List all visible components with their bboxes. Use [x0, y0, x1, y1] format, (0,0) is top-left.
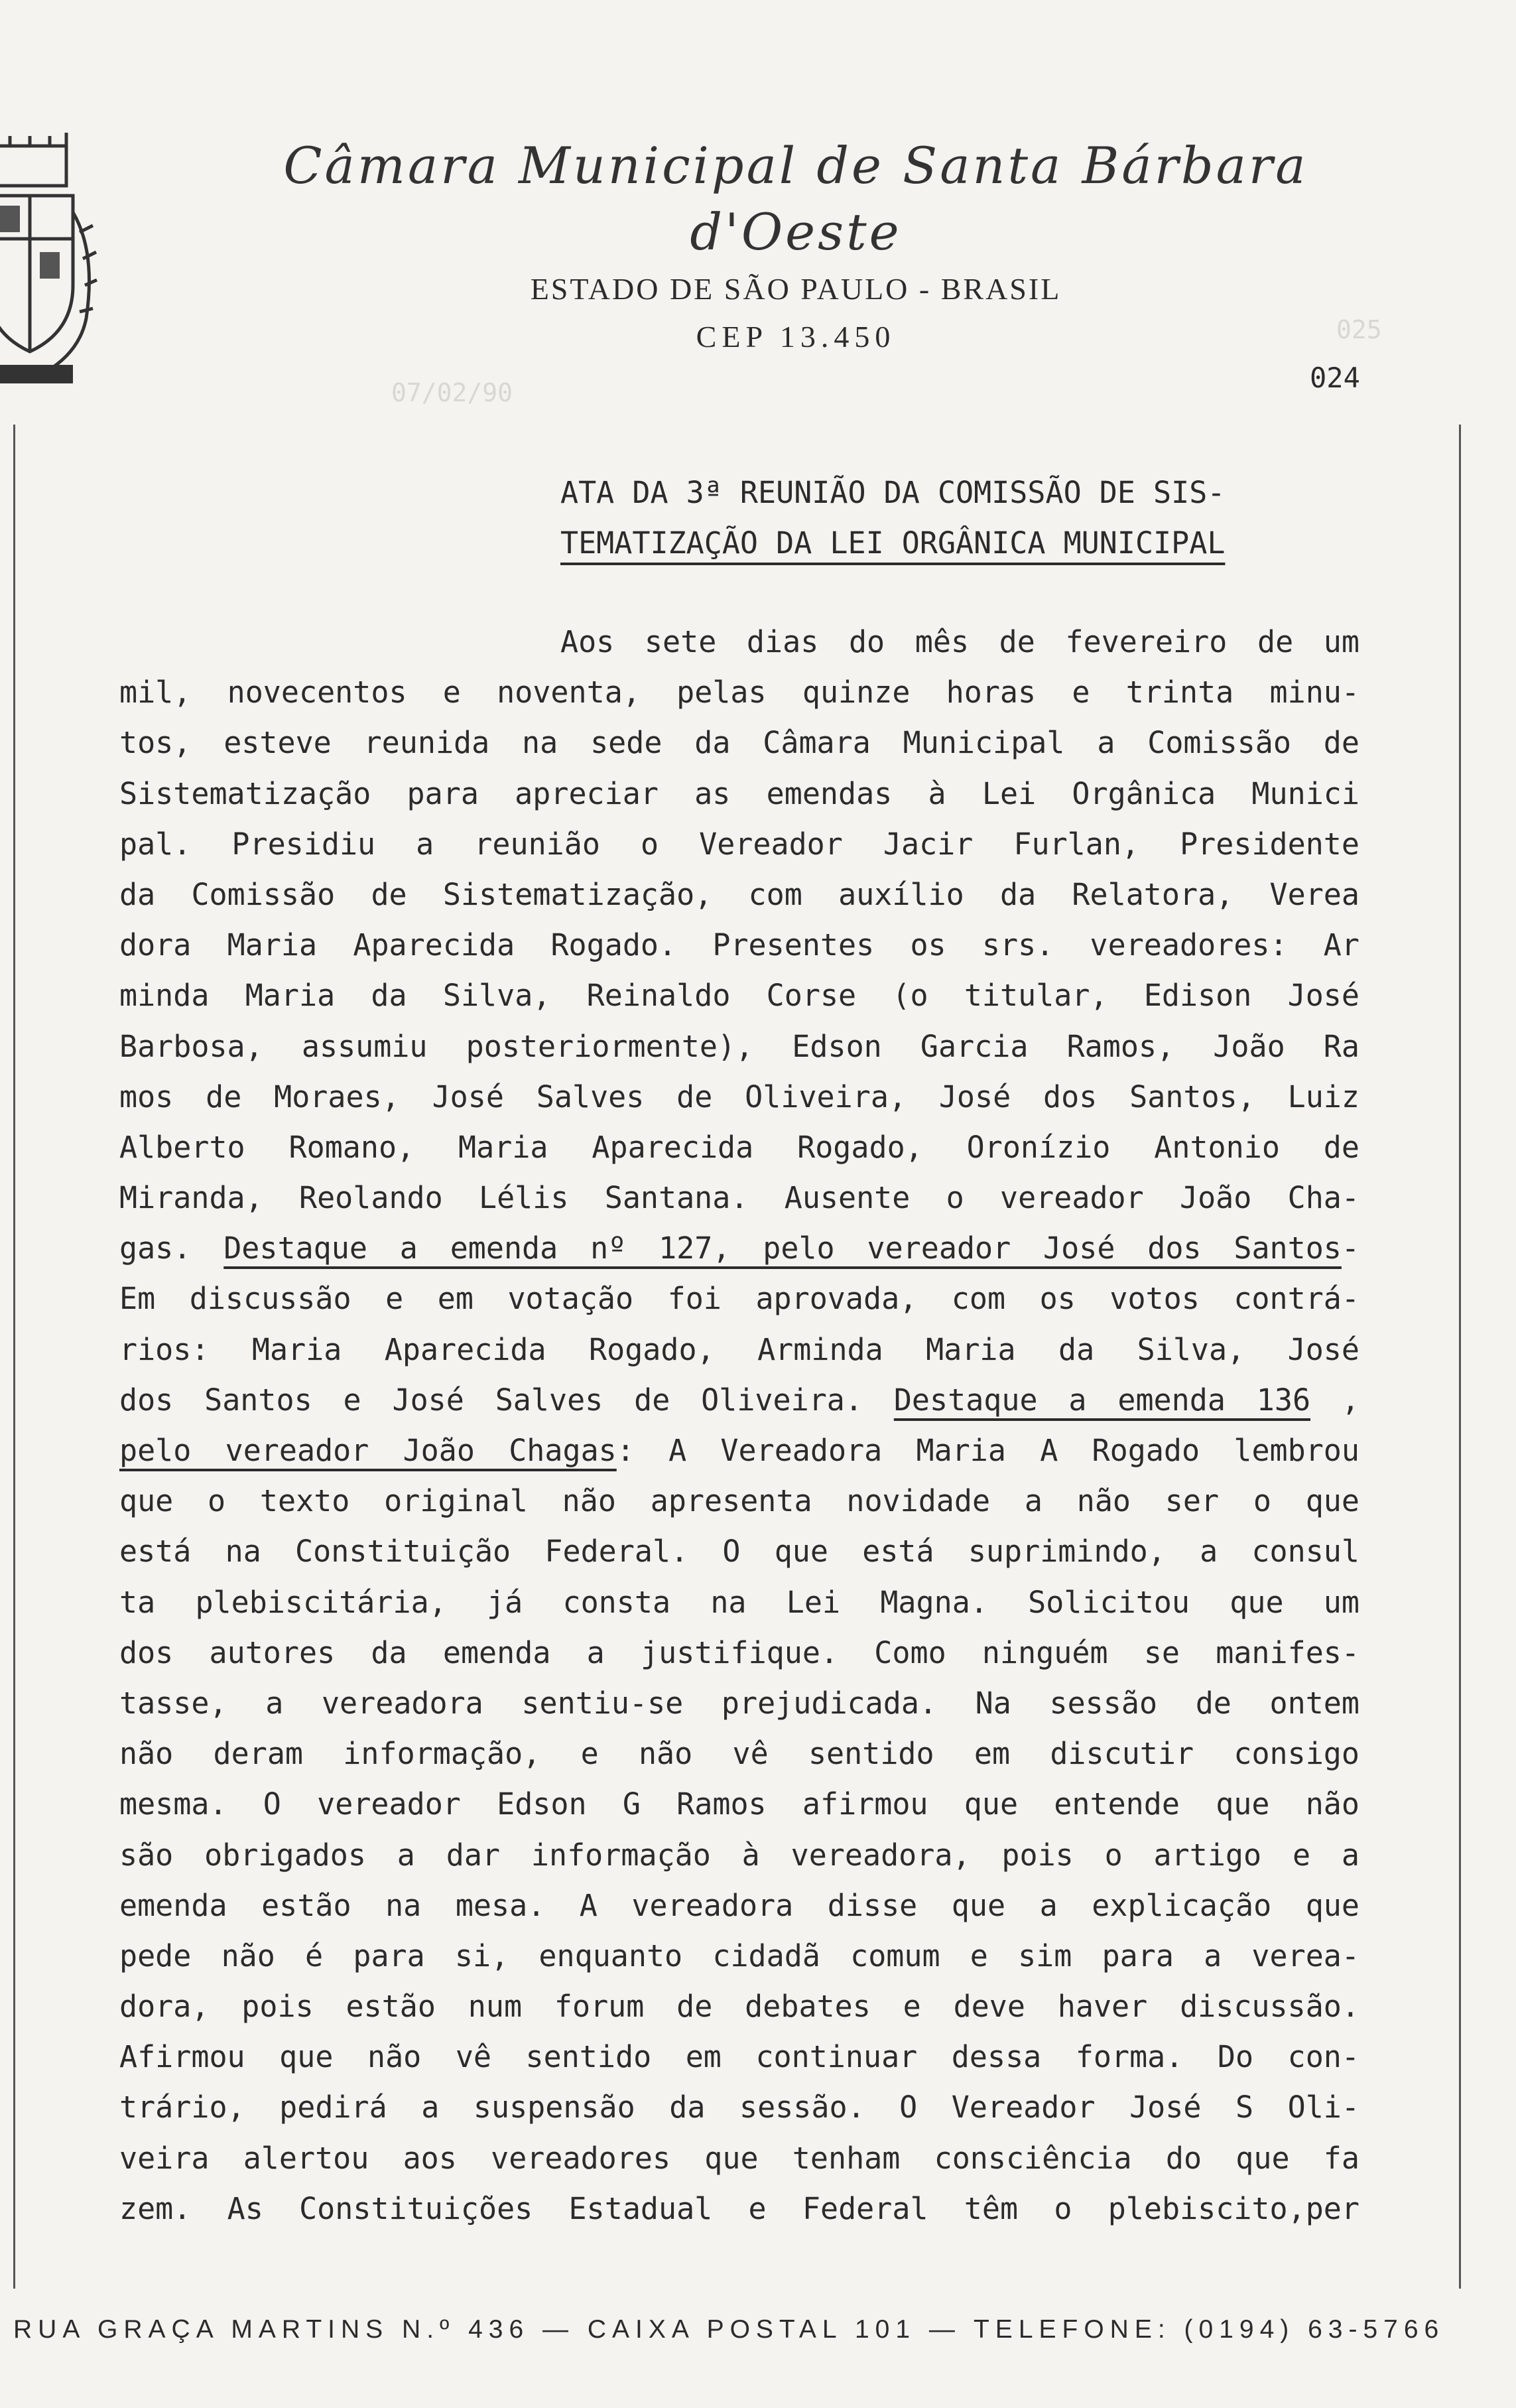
underlined-motion: pelo vereador João Chagas [119, 1433, 617, 1468]
body-line: tos, esteve reunida na sede da Câmara Municipal a Comissão de [119, 725, 1359, 761]
postal-code: CEP 13.450 [696, 320, 896, 354]
body-line: emenda estão na mesa. A vereadora disse que a explicação que [119, 1887, 1359, 1923]
body-line: Miranda, Reolando Lélis Santana. Ausente o vereador João Cha- [119, 1180, 1359, 1216]
body-line: mesma. O vereador Edson G Ramos afirmou que entende que não [119, 1786, 1359, 1822]
chamber-name: Câmara Municipal de Santa Bárbara d'Oeste [283, 136, 1308, 261]
body-line-text: - [1341, 1231, 1359, 1266]
body-line: Aos sete dias do mês de fevereiro de um [560, 624, 1359, 659]
underlined-motion: Destaque a emenda nº 127, pelo vereador José dos Santos [223, 1231, 1342, 1266]
body-line: que o texto original não apresenta novidade a não ser o que [119, 1483, 1359, 1519]
body-line: dos autores da emenda a justifique. Como ninguém se manifes- [119, 1635, 1359, 1670]
right-margin-rule [1459, 425, 1461, 2289]
body-line: zem. As Constituições Estadual e Federal têm o plebiscito,per [119, 2190, 1359, 2226]
body-line-text: : A Vereadora Maria A Rogado lembrou [616, 1433, 1359, 1468]
body-line: minda Maria da Silva, Reinaldo Corse (o titular, Edison José [119, 978, 1359, 1014]
coat-of-arms-icon [0, 133, 99, 391]
minutes-body [119, 617, 1359, 2234]
body-line-text: gas. [119, 1231, 224, 1266]
body-line [119, 1375, 1359, 1426]
underlined-motion: Destaque a emenda 136 [893, 1382, 1311, 1418]
body-line-text: dos Santos e José Salves de Oliveira. [119, 1382, 894, 1418]
letterhead [199, 133, 1393, 357]
page-number: 024 [1310, 362, 1360, 394]
body-line: Barbosa, assumiu posteriormente), Edson Garcia Ramos, João Ra [119, 1028, 1359, 1064]
body-line-text: , [1310, 1382, 1359, 1418]
state-line: ESTADO DE SÃO PAULO - BRASIL [530, 272, 1062, 306]
body-line: são obrigados a dar informação à vereadora, pois o artigo e a [119, 1837, 1359, 1873]
bleed-through-date: 07/02/90 [391, 378, 513, 407]
body-line: rios: Maria Aparecida Rogado, Arminda Maria da Silva, José [119, 1331, 1359, 1367]
bleed-through-number: 025 [1336, 315, 1382, 344]
body-line: mos de Moraes, José Salves de Oliveira, José dos Santos, Luiz [119, 1079, 1359, 1114]
body-line: Afirmou que não vê sentido em continuar dessa forma. Do con- [119, 2039, 1359, 2075]
heading-line-2: TEMATIZAÇÃO DA LEI ORGÂNICA MUNICIPAL [560, 525, 1226, 561]
body-line: dora, pois estão num forum de debates e deve haver discussão. [119, 1989, 1359, 2025]
body-line: pede não é para si, enquanto cidadã comum e sim para a verea- [119, 1938, 1359, 1973]
body-line: está na Constituição Federal. O que está suprimindo, a consul [119, 1534, 1359, 1570]
body-line: Em discussão e em votação foi aprovada, com os votos contrá- [119, 1281, 1359, 1317]
body-line: da Comissão de Sistematização, com auxílio da Relatora, Verea [119, 876, 1359, 912]
minutes-heading [560, 468, 1363, 569]
body-line: Alberto Romano, Maria Aparecida Rogado, Oronízio Antonio de [119, 1129, 1359, 1165]
body-line: tasse, a vereadora sentiu-se prejudicada. Na sessão de ontem [119, 1685, 1359, 1721]
footer-address: RUA GRAÇA MARTINS N.º 436 — CAIXA POSTAL 101 — TELEFONE: (0194) 63-5766 [13, 2315, 1445, 2344]
body-line [119, 1223, 1359, 1274]
heading-line-1: ATA DA 3ª REUNIÃO DA COMISSÃO DE SIS- [560, 475, 1226, 510]
body-line: Sistematização para apreciar as emendas à Lei Orgânica Munici [119, 775, 1359, 811]
left-margin-rule [13, 425, 15, 2289]
body-line: não deram informação, e não vê sentido em discutir consigo [119, 1736, 1359, 1772]
body-line: mil, novecentos e noventa, pelas quinze horas e trinta minu- [119, 675, 1359, 710]
body-line: ta plebiscitária, já consta na Lei Magna. Solicitou que um [119, 1584, 1359, 1620]
body-line: trário, pedirá a suspensão da sessão. O Vereador José S Oli- [119, 2090, 1359, 2125]
body-line: pal. Presidiu a reunião o Vereador Jacir Furlan, Presidente [119, 826, 1359, 862]
body-line: dora Maria Aparecida Rogado. Presentes os srs. vereadores: Ar [119, 927, 1359, 963]
body-line [119, 1426, 1359, 1476]
body-line: veira alertou aos vereadores que tenham consciência do que fa [119, 2140, 1359, 2176]
